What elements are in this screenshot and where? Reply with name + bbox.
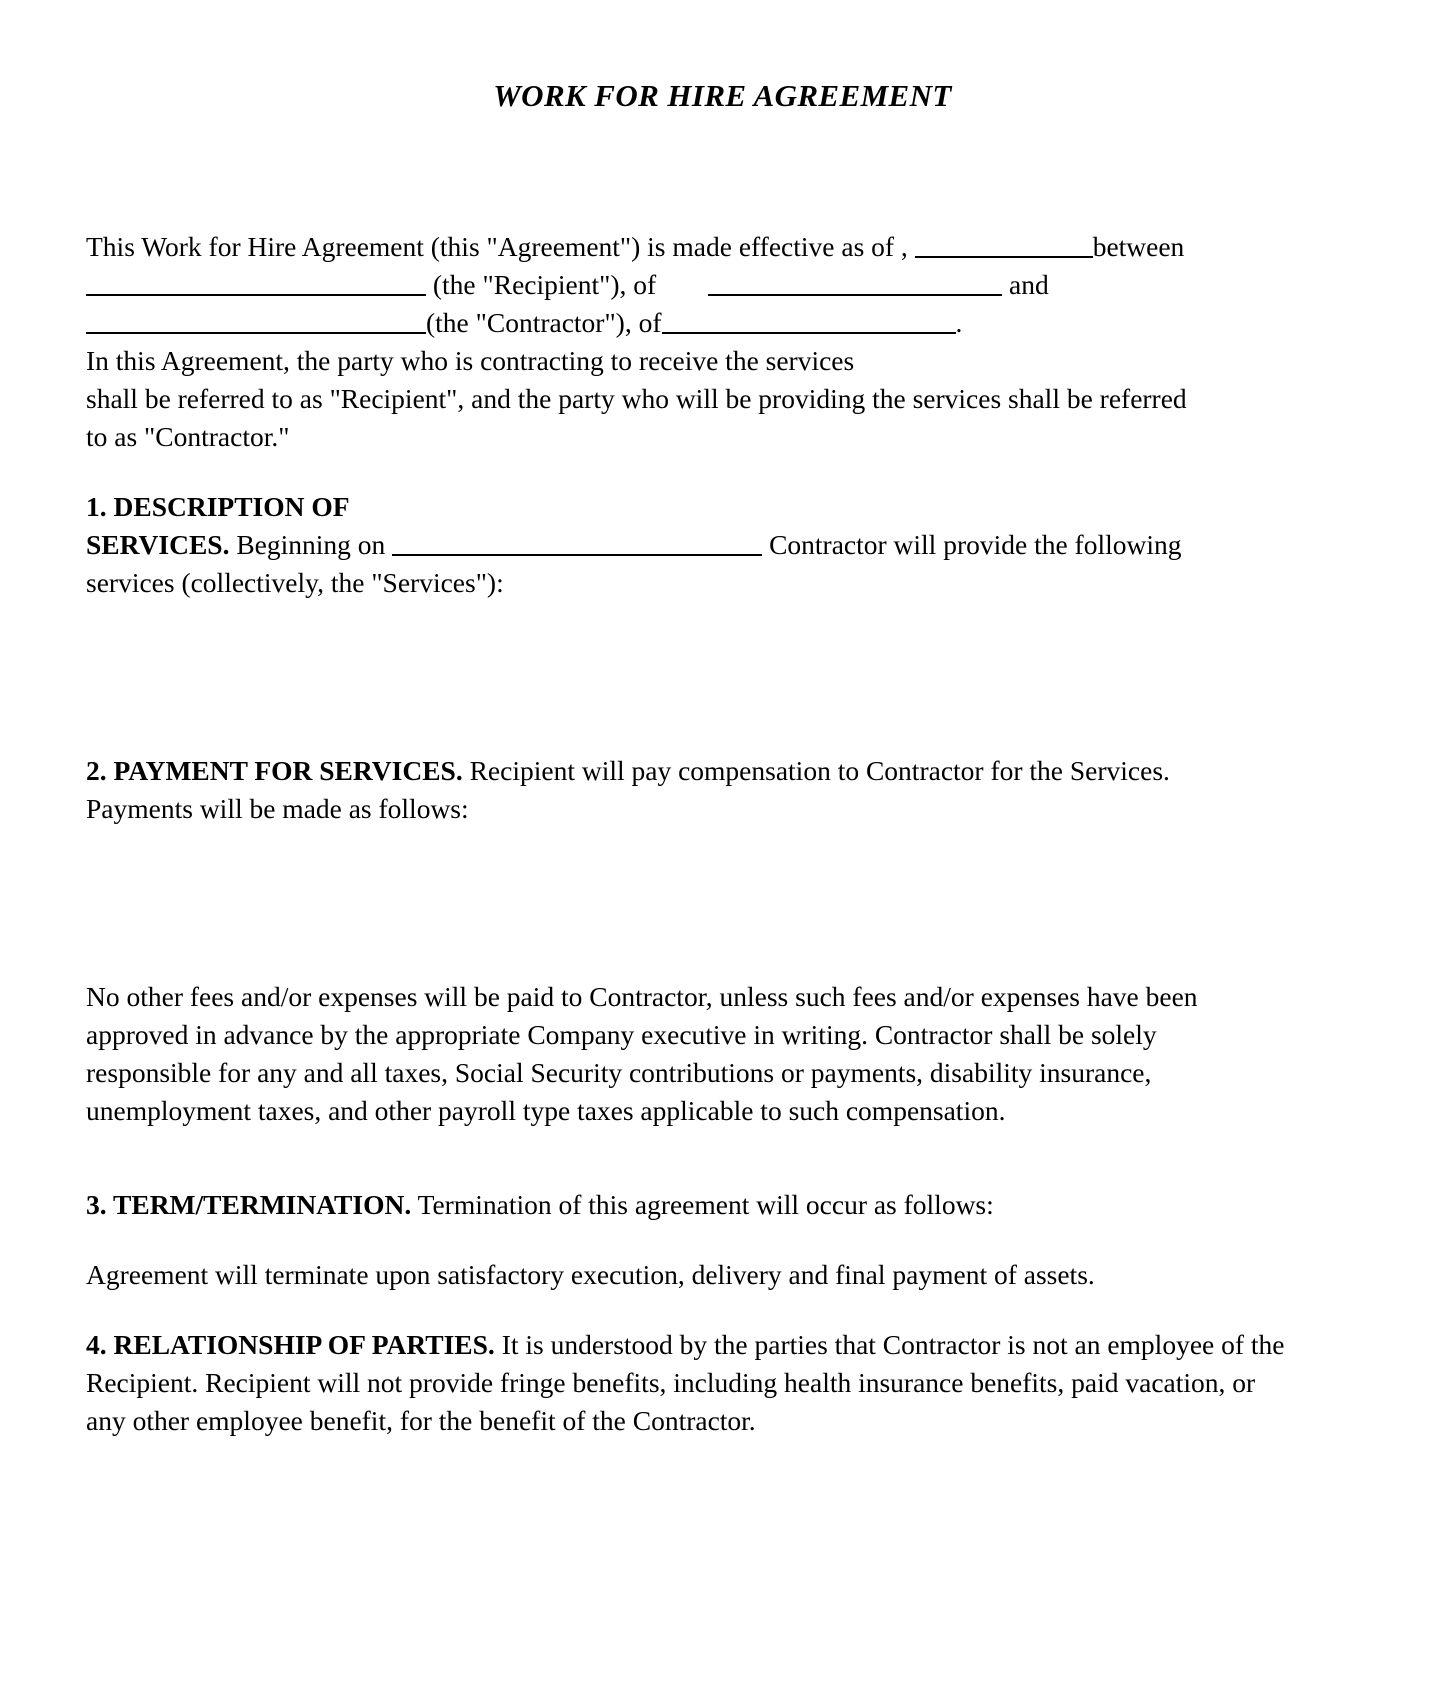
intro-line-5: shall be referred to as "Recipient", and the party who will be providing the services shall be referred: [86, 383, 1187, 415]
section-1-heading-line-1: 1. DESCRIPTION OF: [86, 491, 350, 523]
effective-date-blank[interactable]: [915, 228, 1093, 258]
intro-line-1: [86, 228, 1286, 266]
intro-line-1-text: This Work for Hire Agreement (this "Agreement") is made effective as of ,: [86, 231, 908, 263]
recipient-address-blank[interactable]: [708, 266, 1002, 296]
intro-line-2-tail: and: [1009, 269, 1049, 301]
spacer: [86, 456, 1286, 488]
intro-line-1-tail: between: [1092, 231, 1185, 263]
document-body: [86, 228, 1286, 1440]
section-3-body-b: Agreement will terminate upon satisfactory execution, delivery and final payment of assets.: [86, 1259, 1095, 1291]
section-1-body-a: Beginning on: [236, 529, 386, 561]
intro-line-3: [86, 304, 1286, 342]
intro-line-2-text: (the "Recipient"), of: [432, 269, 657, 301]
intro-line-3-tail: .: [955, 307, 963, 339]
section-1-heading-label: SERVICES.: [86, 529, 230, 561]
section-1-heading-line-2: [86, 526, 1286, 564]
contractor-address-blank[interactable]: [662, 304, 956, 334]
recipient-name-blank[interactable]: [86, 266, 426, 296]
payment-fill-area[interactable]: [86, 828, 1286, 978]
section-2-heading-label: 2. PAYMENT FOR SERVICES.: [86, 755, 463, 787]
section-4-heading-label: 4. RELATIONSHIP OF PARTIES.: [86, 1329, 495, 1361]
section-4-body: [86, 1326, 1286, 1440]
intro-line-3-text: (the "Contractor"), of: [426, 307, 662, 339]
services-start-date-blank[interactable]: [392, 526, 762, 556]
services-fill-area[interactable]: [86, 602, 1286, 752]
section-3-heading-label: 3. TERM/TERMINATION.: [86, 1189, 412, 1221]
section-4-body-a: It is understood by the parties that Contractor is not an employee of the Recipient. Recipient will not provide fringe benefits, including health insurance benefits, paid vacation, or any other employee benefit, for the benefit of the Contractor.: [86, 1329, 1285, 1437]
contractor-name-blank[interactable]: [86, 304, 426, 334]
spacer: [86, 1130, 1286, 1186]
section-2-body-c: No other fees and/or expenses will be paid to Contractor, unless such fees and/or expenses have been approved in advance by the appropriate Company executive in writing. Contractor shall be solely responsible for any and all taxes, Social Security contributions or payments, disability insurance, unemployment taxes, and other payroll type taxes applicable to such compensation.: [86, 981, 1198, 1127]
intro-line-4: In this Agreement, the party who is contracting to receive the services: [86, 345, 855, 377]
intro-line-6: to as "Contractor.": [86, 421, 290, 453]
section-2-body-a: Recipient will pay compensation to Contractor for the Services.: [469, 755, 1170, 787]
section-1-body-b: Contractor will provide the following: [769, 529, 1182, 561]
section-2-heading-line: [86, 752, 1286, 790]
section-2-body-b: Payments will be made as follows:: [86, 793, 469, 825]
page-title: WORK FOR HIRE AGREEMENT: [493, 78, 952, 113]
section-3-heading-line: [86, 1186, 1286, 1224]
spacer: [86, 1224, 1286, 1256]
intro-line-2: [86, 266, 1286, 304]
section-3-body-a: Termination of this agreement will occur as follows:: [417, 1189, 994, 1221]
spacer: [86, 1294, 1286, 1326]
section-1-body-c: services (collectively, the "Services"):: [86, 567, 504, 599]
